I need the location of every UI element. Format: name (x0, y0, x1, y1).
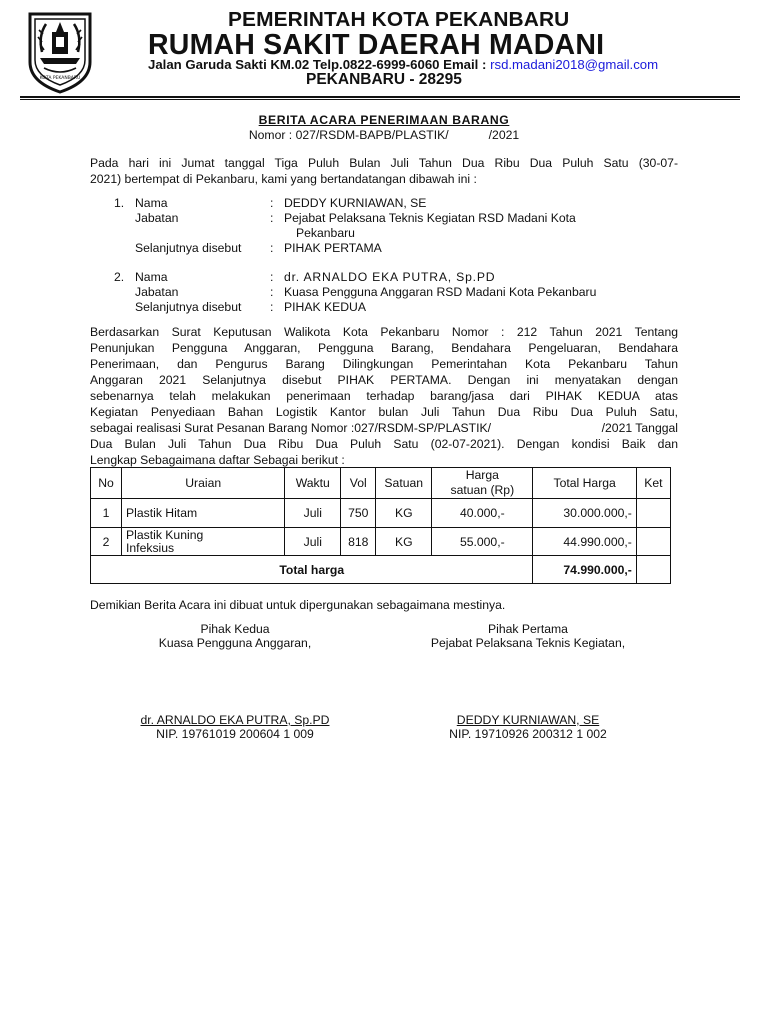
party1-alias: PIHAK PERTAMA (284, 241, 382, 255)
table-row (91, 499, 671, 528)
city-emblem-logo (26, 10, 94, 94)
order-number-text: sebagai realisasi Surat Pesanan Barang Nomor :027/RSDM-SP/PLASTIK/ (90, 421, 492, 435)
party1-name: DEDDY KURNIAWAN, SE (284, 196, 427, 210)
col-header-time: Waktu (285, 468, 341, 499)
party2-name: dr. ARNALDO EKA PUTRA, Sp.PD (284, 270, 496, 284)
party1-number: 1. (114, 196, 125, 210)
party1-name-label: Nama (135, 196, 168, 210)
body-line: Lengkap Sebagaimana daftar Sebagai berikut : (90, 453, 345, 467)
party1-position-cont: Pekanbaru (296, 226, 355, 240)
body-line: Kegiatan Penyediaan Bahan Logistik Kantor bulan Juli Tahun Dua Ribu Dua Puluh Satu, (90, 405, 678, 419)
body-line: Anggaran 2021 Selanjutnya disebut PIHAK PERTAMA. Dengan ini menyatakan dengan (90, 373, 678, 387)
col-header-description: Uraian (122, 468, 285, 499)
party1-alias-label: Selanjutnya disebut (135, 241, 242, 255)
logo-caption: KOTA PEKANBARU (39, 76, 81, 81)
intro-line: Pada hari ini Jumat tanggal Tiga Puluh Bulan Juli Tahun Dua Ribu Dua Puluh Satu (30-07- (90, 156, 678, 170)
cell-note (636, 556, 670, 584)
body-line: Penunjukan Pengguna Anggaran, Pengguna Barang, Bendahara Pengeluaran, Bendahara (90, 341, 678, 355)
order-date-text: /2021 Tanggal (601, 421, 678, 435)
cell-total: 30.000.000,- (533, 499, 636, 528)
hospital-name: RUMAH SAKIT DAERAH MADANI (148, 29, 605, 61)
cell-unit: KG (376, 499, 432, 528)
right-signature-title: Pejabat Pelaksana Teknis Kegiatan, (430, 636, 626, 650)
body-line: Dua Bulan Juli Tahun Dua Ribu Dua Puluh Satu (02-07-2021). Dengan kondisi Baik dan (90, 437, 678, 451)
col-header-unit-price: Harga satuan (Rp) (432, 468, 533, 499)
body-line: Berdasarkan Surat Keputusan Walikota Kota Pekanbaru Nomor : 212 Tahun 2021 Tentang (90, 325, 678, 339)
cell-no: 1 (91, 499, 122, 528)
cell-unit-price: 40.000,- (432, 499, 533, 528)
cell-time: Juli (285, 528, 341, 556)
colon: : (270, 211, 274, 225)
colon: : (270, 285, 274, 299)
intro-line: 2021) bertempat di Pekanbaru, kami yang bertandatangan dibawah ini : (90, 172, 477, 186)
cell-total: 44.990.000,- (533, 528, 636, 556)
party2-alias: PIHAK KEDUA (284, 300, 366, 314)
document-title: BERITA ACARA PENERIMAAN BARANG (258, 113, 510, 127)
number-prefix: Nomor : 027/RSDM-BAPB/PLASTIK/ (248, 128, 449, 142)
header-divider-thick (20, 96, 740, 98)
cell-time: Juli (285, 499, 341, 528)
left-signature-title: Kuasa Pengguna Anggaran, (158, 636, 312, 650)
left-signatory-nip: NIP. 19761019 200604 1 009 (156, 727, 314, 741)
intro-paragraph (90, 155, 678, 187)
party2-position: Kuasa Pengguna Anggaran RSD Madani Kota Pekanbaru (284, 285, 597, 299)
right-signature-role: Pihak Pertama (488, 622, 568, 636)
left-signatory-name: dr. ARNALDO EKA PUTRA, Sp.PD (140, 713, 330, 727)
colon: : (270, 241, 274, 255)
right-signatory-name: DEDDY KURNIAWAN, SE (456, 713, 600, 727)
party2-number: 2. (114, 270, 125, 284)
colon: : (270, 270, 274, 284)
body-line (90, 420, 678, 436)
body-line: sebenarnya telah melakukan penerimaan terhadap barang/jasa dari PIHAK KEDUA atas (90, 389, 678, 403)
cell-no: 2 (91, 528, 122, 556)
body-paragraph (90, 324, 678, 468)
cell-volume: 818 (341, 528, 376, 556)
government-name: PEMERINTAH KOTA PEKANBARU (228, 8, 570, 31)
header-divider-thin (20, 99, 740, 100)
total-label: Total harga (91, 556, 533, 584)
party2-name-label: Nama (135, 270, 168, 284)
table-total-row (91, 556, 671, 584)
col-header-note: Ket (636, 468, 670, 499)
party1-position-label: Jabatan (135, 211, 179, 225)
colon: : (270, 300, 274, 314)
city-postcode: PEKANBARU - 28295 (306, 71, 462, 88)
table-row (91, 528, 671, 556)
document-number (0, 128, 768, 142)
party1-position: Pejabat Pelaksana Teknis Kegiatan RSD Madani Kota (284, 211, 576, 225)
col-header-volume: Vol (341, 468, 376, 499)
cell-unit: KG (376, 528, 432, 556)
col-header-total: Total Harga (533, 468, 636, 499)
number-year: /2021 (488, 128, 520, 142)
left-signature-role: Pihak Kedua (200, 622, 270, 636)
address-text: Jalan Garuda Sakti KM.02 Telp.0822-6999-6060 Email : (148, 57, 487, 72)
address-line (148, 57, 658, 72)
email-link[interactable]: rsd.madani2018@gmail.com (490, 57, 659, 72)
col-header-unit: Satuan (376, 468, 432, 499)
total-value: 74.990.000,- (533, 556, 636, 584)
cell-description: Plastik Kuning Infeksius (122, 528, 285, 556)
cell-volume: 750 (341, 499, 376, 528)
colon: : (270, 196, 274, 210)
right-signatory-nip: NIP. 19710926 200312 1 002 (449, 727, 607, 741)
body-line: Penerimaan, dan Pengurus Barang Dilingkungan Pemerintahan Kota Pekanbaru Tahun (90, 357, 678, 371)
cell-note (636, 499, 670, 528)
cell-note (636, 528, 670, 556)
col-header-no: No (91, 468, 122, 499)
closing-statement: Demikian Berita Acara ini dibuat untuk dipergunakan sebagaimana mestinya. (90, 598, 506, 612)
goods-table (90, 467, 671, 584)
party2-position-label: Jabatan (135, 285, 179, 299)
cell-unit-price: 55.000,- (432, 528, 533, 556)
party2-alias-label: Selanjutnya disebut (135, 300, 242, 314)
table-header-row (91, 468, 671, 499)
cell-description: Plastik Hitam (122, 499, 285, 528)
